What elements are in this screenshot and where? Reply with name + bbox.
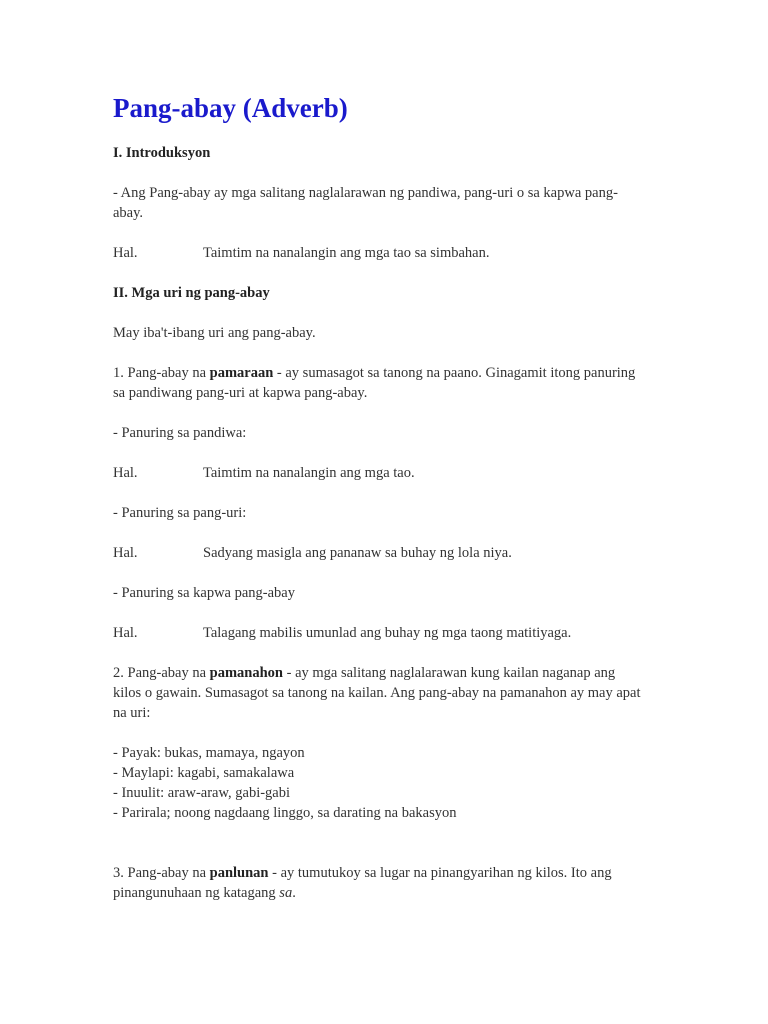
list-item: - Parirala; noong nagdaang linggo, sa darating na bakasyon [113,805,457,821]
example-line [113,463,643,483]
definition-paragraph: - Ang Pang-abay ay mga salitang naglalarawan ng pandiwa, pang-uri o sa kapwa pang-abay. [113,185,618,221]
example-text: Taimtim na nanalangin ang mga tao sa simbahan. [203,245,490,261]
example-line [113,623,643,643]
list-item: - Payak: bukas, mamaya, ngayon [113,745,305,761]
sub-label-pandiwa: - Panuring sa pandiwa: [113,425,247,441]
example-label: Hal. [113,545,138,561]
sub-label-kapwa-pang-abay: - Panuring sa kapwa pang-abay [113,585,295,601]
example-text: Talagang mabilis umunlad ang buhay ng mga taong matitiyaga. [203,625,572,641]
example-label: Hal. [113,245,138,261]
type-term-pamaraan: pamaraan [209,365,274,381]
type-description: - ay sumasagot sa tanong na paano. Ginagamit itong panuring sa pandiwang pang-uri at kapwa pang-abay. [113,365,636,401]
type-prefix: 2. Pang-abay na [113,665,210,681]
type-pamaraan-paragraph [113,363,643,403]
type-term-panlunan: panlunan [209,865,269,881]
example-text: Sadyang masigla ang pananaw sa buhay ng lola niya. [203,545,512,561]
section-heading-mga-uri: II. Mga uri ng pang-abay [113,285,270,301]
example-line [113,243,643,263]
type-prefix: 1. Pang-abay na [113,365,210,381]
italic-term: sa [279,885,293,901]
type-prefix: 3. Pang-abay na [113,865,210,881]
type-description: - ay tumutukoy sa lugar na pinangyarihan ng kilos. Ito ang pinangunuhaan ng katagang [113,865,612,901]
page-title: Pang-abay (Adverb) [113,93,348,123]
sub-label-pang-uri: - Panuring sa pang-uri: [113,505,247,521]
example-text: Taimtim na nanalangin ang mga tao. [203,465,415,481]
type-term-pamanahon: pamanahon [209,665,283,681]
document-body [113,143,643,923]
pamanahon-list [113,743,643,823]
example-label: Hal. [113,465,138,481]
type-description: - ay mga salitang naglalarawan kung kailan naganap ang kilos o gawain. Sumasagot sa tanong na kailan. Ang pang-abay na pamanahon ay may apat na uri: [113,665,641,721]
type-panlunan-paragraph [113,863,643,903]
example-label: Hal. [113,625,138,641]
intro-paragraph: May iba't-ibang uri ang pang-abay. [113,325,316,341]
example-line [113,543,643,563]
list-item: - Inuulit: araw-araw, gabi-gabi [113,785,291,801]
sentence-end: . [292,885,296,901]
type-pamanahon-paragraph [113,663,643,723]
list-item: - Maylapi: kagabi, samakalawa [113,765,295,781]
section-heading-introduksyon: I. Introduksyon [113,145,211,161]
